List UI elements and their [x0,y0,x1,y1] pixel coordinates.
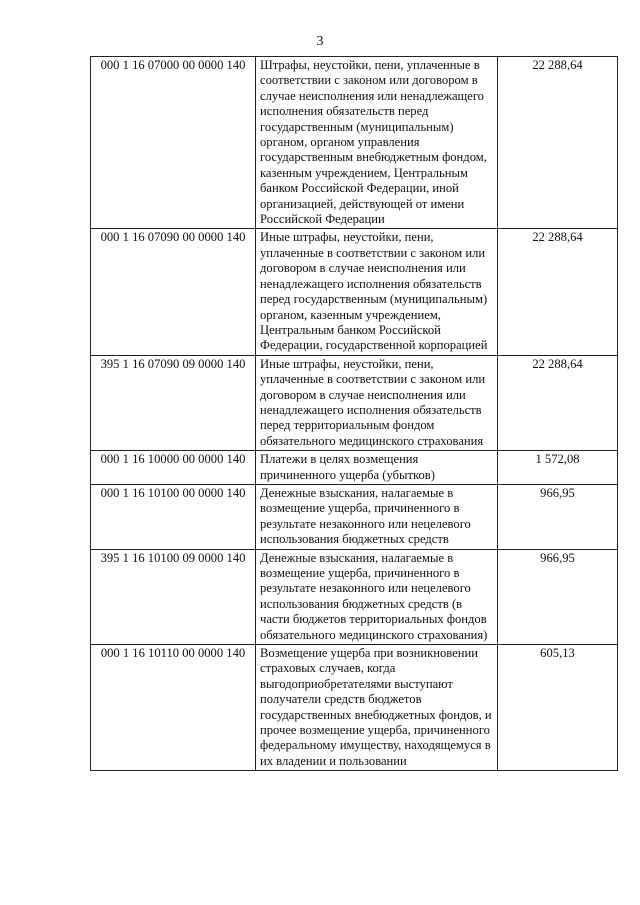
income-description: Платежи в целях возмещения причиненного ущерба (убытков) [256,451,498,485]
amount: 22 288,64 [498,229,618,355]
table-row [91,57,618,229]
amount: 966,95 [498,549,618,644]
amount: 22 288,64 [498,57,618,229]
amount: 605,13 [498,645,618,771]
budget-code: 000 1 16 10000 00 0000 140 [91,451,256,485]
income-description: Иные штрафы, неустойки, пени, уплаченные в соответствии с законом или договором в случае неисполнения или ненадлежащего исполнения обязательств перед государственным (муниципальным) органом, казенным учреждением, Центральным банком Российской Федерации, государственной корпорацией [256,229,498,355]
income-description: Иные штрафы, неустойки, пени, уплаченные в соответствии с законом или договором в случае неисполнения или ненадлежащего исполнения обязательств перед территориальным фондом обязательного медицинского страхования [256,355,498,450]
table-row [91,229,618,355]
budget-code: 000 1 16 07000 00 0000 140 [91,57,256,229]
table-row [91,451,618,485]
table-row [91,645,618,771]
table-row [91,484,618,549]
budget-code: 000 1 16 10100 00 0000 140 [91,484,256,549]
income-description: Денежные взыскания, налагаемые в возмещение ущерба, причиненного в результате незаконного или нецелевого использования бюджетных средств (в части бюджетов территориальных фондов обязательного медицинского страхования) [256,549,498,644]
amount: 1 572,08 [498,451,618,485]
budget-code: 395 1 16 07090 09 0000 140 [91,355,256,450]
budget-table [90,56,618,771]
table-row [91,355,618,450]
income-description: Возмещение ущерба при возникновении страховых случаев, когда выгодоприобретателями выступают получатели средств бюджетов государственных внебюджетных фондов, и прочее возмещение ущерба, причиненного федеральному имуществу, находящемуся в их владении и пользовании [256,645,498,771]
amount: 22 288,64 [498,355,618,450]
page-number: 3 [316,34,324,49]
amount: 966,95 [498,484,618,549]
income-description: Штрафы, неустойки, пени, уплаченные в соответствии с законом или договором в случае неисполнения или ненадлежащего исполнения обязательств перед государственным (муниципальным) органом, органом управления государственным внебюджетным фондом, казенным учреждением, Центральным банком Российской Федерации, иной организацией, действующей от имени Российской Федерации [256,57,498,229]
table-row [91,549,618,644]
budget-code: 395 1 16 10100 09 0000 140 [91,549,256,644]
budget-code: 000 1 16 07090 00 0000 140 [91,229,256,355]
income-description: Денежные взыскания, налагаемые в возмещение ущерба, причиненного в результате незаконного или нецелевого использования бюджетных средств [256,484,498,549]
budget-code: 000 1 16 10110 00 0000 140 [91,645,256,771]
